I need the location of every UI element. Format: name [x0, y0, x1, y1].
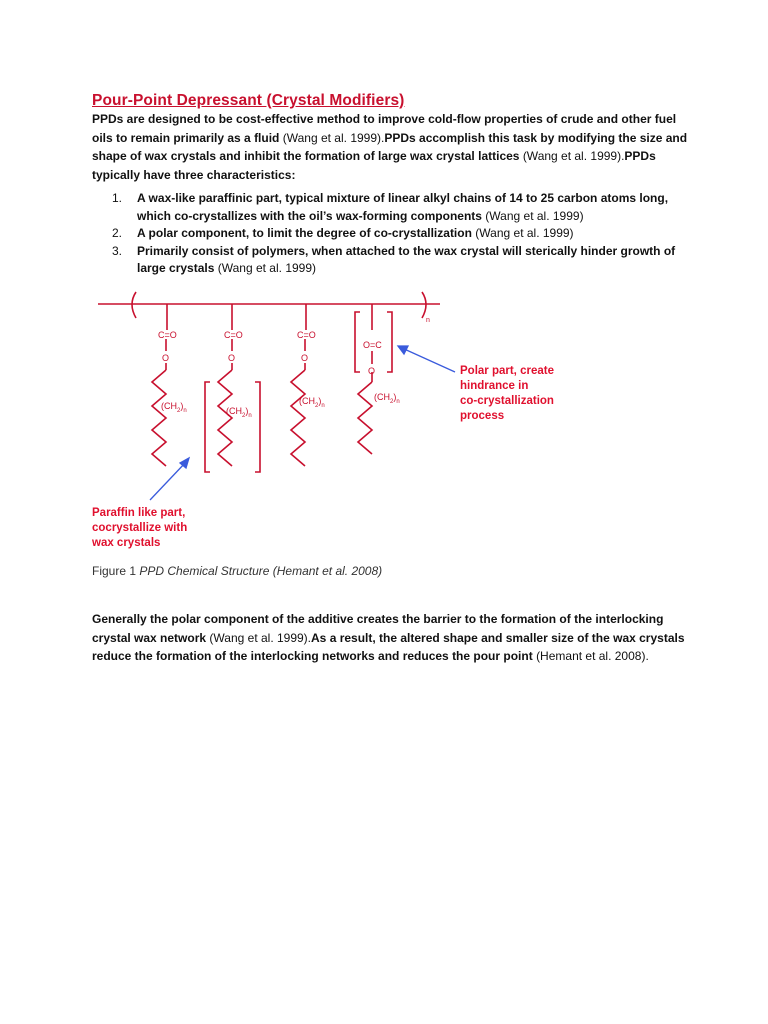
close-paren [422, 292, 426, 318]
branch-3-ch2-label: $(CH_2)_n$ [299, 396, 325, 409]
intro-sentence-2: PPDs accomplish this task by modifying the size and shape of wax crystals and inhibit the formation of large wax crystal lattices [92, 130, 688, 163]
list-number: 3. [112, 243, 123, 258]
figure-caption [92, 564, 382, 578]
branch-4-bracket [355, 312, 360, 372]
open-paren [132, 292, 136, 318]
list-item-citation: (Wang et al. 1999) [485, 208, 584, 223]
characteristics-list [92, 190, 692, 278]
intro-citation-1: (Wang et al. 1999). [282, 130, 385, 145]
conclusion-citation-1: (Wang et al. 1999). [209, 630, 312, 645]
list-number: 1. [112, 191, 123, 205]
branch-4-chain [358, 382, 372, 454]
branch-3-oxygen: O [301, 353, 309, 363]
polar-arrow-line [402, 348, 455, 372]
conclusion-sentence-1: Generally the polar component of the additive creates the barrier to the formation of the interlocking crystal wax network [92, 612, 664, 645]
list-item [92, 190, 692, 225]
branch-3-chain [291, 370, 305, 466]
branch-2-chain [218, 370, 232, 466]
intro-sentence-1: PPDs are designed to be cost-effective method to improve cold-flow properties of crude and other fuel oils to remain primarily as a fluid [92, 112, 677, 145]
paraffin-part-note: Paraffin like part, cocrystallize with wax crystals [92, 507, 188, 549]
branch-1-ch2-label: $(CH_2)_n$ [161, 401, 187, 414]
branch-1-oxygen: O [162, 353, 170, 363]
intro-paragraph [92, 110, 692, 184]
branch-4-oxygen: O [368, 366, 376, 376]
branch-1-chain [152, 370, 166, 466]
branch-4-ch2-label: $(CH_2)_n$ [374, 392, 400, 405]
list-item [92, 243, 692, 278]
branch-3-carbonyl: C=O [297, 330, 316, 340]
figure-caption-text: PPD Chemical Structure (Hemant et al. 2008) [139, 564, 383, 578]
ppd-structure-figure [60, 282, 620, 562]
conclusion-period: . [645, 649, 649, 663]
branch-1-carbonyl: C=O [158, 330, 177, 340]
branch-2-oxygen: O [228, 353, 236, 363]
conclusion-paragraph [92, 610, 692, 666]
list-item-text: A wax-like paraffinic part, typical mixture of linear alkyl chains of 14 to 25 carbon atoms long, which co-crystallizes with the oil’s wax-forming components [137, 191, 669, 223]
branch-4-bracket [387, 312, 392, 372]
conclusion-citation-2: (Hemant et al. 2008) [536, 649, 646, 663]
branch-2-bracket [205, 382, 210, 472]
list-item-citation: (Wang et al. 1999) [217, 261, 317, 275]
list-item-text: Primarily consist of polymers, when attached to the wax crystal will sterically hinder growth of large crystals [137, 243, 676, 275]
intro-citation-2: (Wang et al. 1999). [522, 149, 625, 163]
repeat-unit-n: n [426, 317, 430, 324]
list-item-text: A polar component, to limit the degree of co-crystallization [137, 226, 472, 240]
paraffin-arrow-line [150, 462, 186, 500]
intro-sentence-3: PPDs typically have three characteristics: [92, 149, 656, 182]
list-item [92, 225, 692, 243]
polar-part-note: Polar part, create hindrance in co-crystallization process [460, 365, 554, 422]
list-item-citation: (Wang et al. 1999) [475, 226, 574, 240]
branch-4-carbonyl: O=C [363, 340, 382, 350]
branch-2-carbonyl: C=O [224, 330, 243, 340]
list-number: 2. [112, 226, 123, 240]
polar-arrow-head [398, 346, 408, 354]
figure-label: Figure 1 [92, 564, 137, 578]
branch-2-bracket [255, 382, 260, 472]
branch-2-ch2-label: $(CH_2)_n$ [226, 406, 252, 419]
section-title: Pour-Point Depressant (Crystal Modifiers) [92, 92, 405, 109]
conclusion-sentence-2: As a result, the altered shape and smaller size of the wax crystals reduce the formation of the interlocking networks and reduces the pour point [92, 630, 685, 663]
